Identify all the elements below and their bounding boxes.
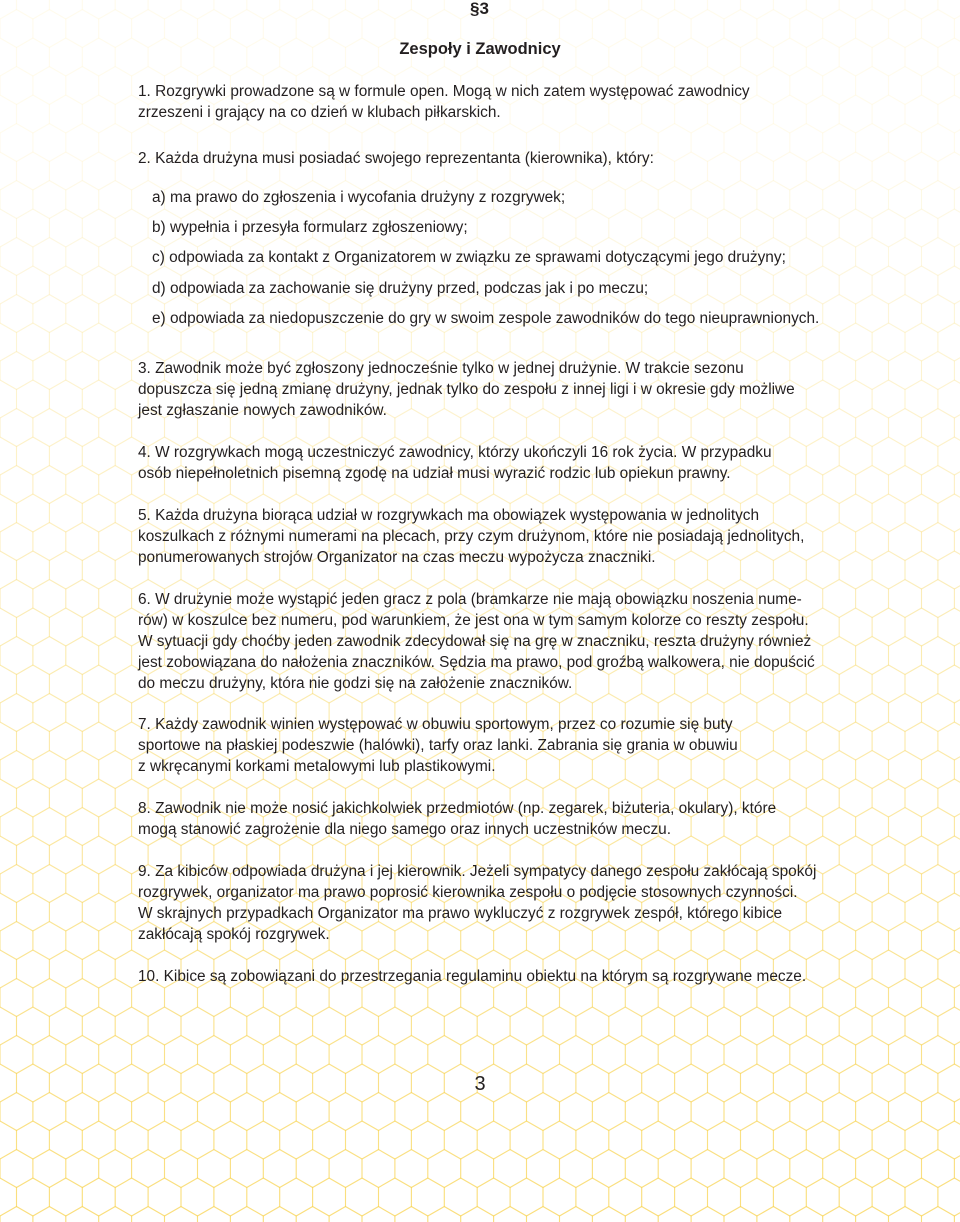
rule-5	[138, 505, 838, 568]
rule-6-line: jest zobowiązana do nałożenia znaczników. Sędzia ma prawo, pod groźbą walkowera, nie dopuścić	[138, 654, 815, 671]
section-number: §3	[470, 0, 489, 18]
rule-8	[138, 798, 838, 840]
rule-2d-line: d) odpowiada za zachowanie się drużyny przed, podczas jak i po meczu;	[152, 280, 649, 297]
rule-10-line: 10. Kibice są zobowiązani do przestrzegania regulaminu obiektu na którym są rozgrywane mecze.	[138, 968, 807, 985]
rule-2-line: 2. Każda drużyna musi posiadać swojego reprezentanta (kierownika), który:	[138, 150, 654, 167]
rule-3-line: jest zgłaszanie nowych zawodników.	[138, 402, 387, 419]
rule-7-line: z wkręcanymi korkami metalowymi lub plastikowymi.	[138, 758, 496, 775]
rule-6-line: W sytuacji gdy choćby jeden zawodnik zdecydował się na grę w znaczniku, reszta drużyny również	[138, 633, 812, 650]
rule-4	[138, 442, 838, 484]
rule-4-line: osób niepełnoletnich pisemną zgodę na udział musi wyrazić rodzic lub opiekun prawny.	[138, 465, 731, 482]
rule-1	[138, 81, 838, 123]
rule-2a	[152, 187, 852, 208]
rule-2a-line: a) ma prawo do zgłoszenia i wycofania drużyny z rozgrywek;	[152, 189, 566, 206]
rule-9-line: rozgrywek, organizator ma prawo poprosić kierownika zespołu o podjęcie stosownych czynności.	[138, 884, 798, 901]
rule-9	[138, 861, 838, 945]
rule-8-line: 8. Zawodnik nie może nosić jakichkolwiek przedmiotów (np. zegarek, biżuteria, okulary), które	[138, 800, 777, 817]
rule-1-line: zrzeszeni i grający na co dzień w klubach piłkarskich.	[138, 104, 501, 121]
rule-10	[138, 966, 838, 987]
rule-2c	[152, 247, 852, 268]
rule-6-line: rów) w koszulce bez numeru, pod warunkiem, że jest ona w tym samym kolorze co reszty zespołu.	[138, 612, 809, 629]
rule-4-line: 4. W rozgrywkach mogą uczestniczyć zawodnicy, którzy ukończyli 16 rok życia. W przypadku	[138, 444, 772, 461]
page-number: 3	[474, 1073, 486, 1095]
rule-2e	[152, 308, 852, 329]
rule-7-line: 7. Każdy zawodnik winien występować w obuwiu sportowym, przez co rozumie się buty	[138, 716, 733, 733]
rule-3-line: 3. Zawodnik może być zgłoszony jednocześnie tylko w jednej drużynie. W trakcie sezonu	[138, 360, 744, 377]
rule-2	[138, 148, 838, 169]
rule-1-line: 1. Rozgrywki prowadzone są w formule open. Mogą w nich zatem występować zawodnicy	[138, 83, 750, 100]
rule-5-line: koszulkach z różnymi numerami na plecach, przy czym drużynom, które nie posiadają jednolitych,	[138, 528, 805, 545]
rule-2d	[152, 278, 852, 299]
rule-6	[138, 589, 838, 694]
rule-3-line: dopuszcza się jedną zmianę drużyny, jednak tylko do zespołu z innej ligi i w okresie gdy możliwe	[138, 381, 795, 398]
rule-7-line: sportowe na płaskiej podeszwie (halówki), tarfy oraz lanki. Zabrania się grania w obuwiu	[138, 737, 738, 754]
section-title: Zespoły i Zawodnicy	[399, 40, 561, 58]
rule-6-line: 6. W drużynie może wystąpić jeden gracz z pola (bramkarze nie mają obowiązku noszenia nume-	[138, 591, 802, 608]
rule-2c-line: c) odpowiada za kontakt z Organizatorem w związku ze sprawami dotyczącymi jego drużyny;	[152, 249, 786, 266]
rule-8-line: mogą stanowić zagrożenie dla niego samego oraz innych uczestników meczu.	[138, 821, 671, 838]
rule-5-line: ponumerowanych strojów Organizator na czas meczu wypożycza znaczniki.	[138, 549, 656, 566]
rule-2b	[152, 217, 852, 238]
rule-6-line: do meczu drużyny, która nie godzi się na założenie znaczników.	[138, 675, 573, 692]
rule-9-line: zakłócają spokój rozgrywek.	[138, 926, 330, 943]
rule-9-line: 9. Za kibiców odpowiada drużyna i jej kierownik. Jeżeli sympatycy danego zespołu zakłócają spokój	[138, 863, 817, 880]
rule-9-line: W skrajnych przypadkach Organizator ma prawo wykluczyć z rozgrywek zespół, którego kibice	[138, 905, 783, 922]
rule-3	[138, 358, 838, 421]
rule-7	[138, 714, 838, 777]
rule-2e-line: e) odpowiada za niedopuszczenie do gry w swoim zespole zawodników do tego nieuprawnionych.	[152, 310, 820, 327]
rule-5-line: 5. Każda drużyna biorąca udział w rozgrywkach ma obowiązek występowania w jednolitych	[138, 507, 760, 524]
rule-2b-line: b) wypełnia i przesyła formularz zgłoszeniowy;	[152, 219, 468, 236]
